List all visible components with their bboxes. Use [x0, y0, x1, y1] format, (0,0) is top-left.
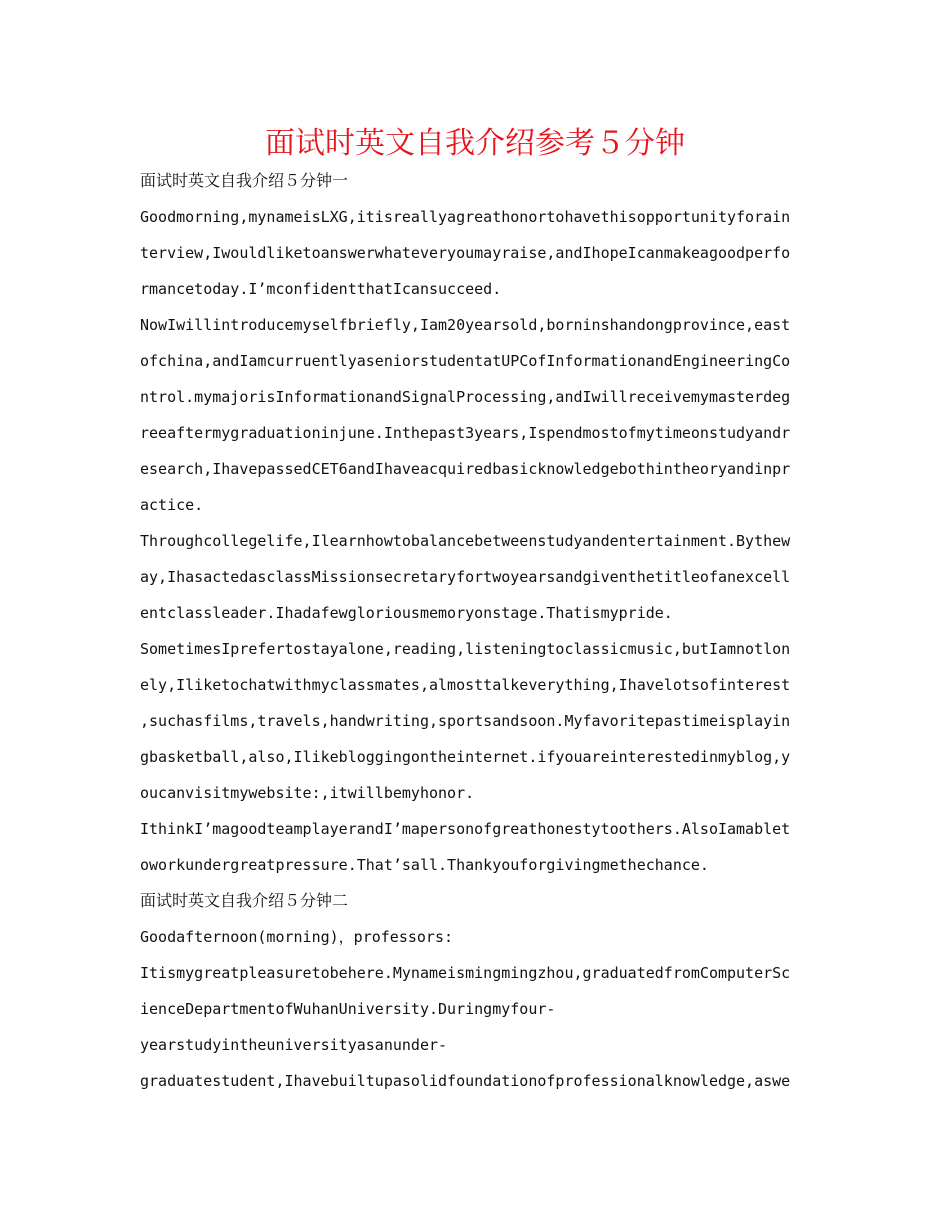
paragraph-line: ay,IhasactedasclassMissionsecretaryfortwoyearsandgiventhetitleofanexcell [140, 568, 791, 586]
paragraph-line: ofchina,andIamcurruentlyaseniorstudentatUPCofInformationandEngineeringCo [140, 352, 791, 370]
paragraph-line: yearstudyintheuniversityasanunder- [140, 1036, 448, 1054]
paragraph-line: entclassleader.Ihadafewgloriousmemoryonstage.Thatismypride. [140, 604, 673, 622]
paragraph-line: graduatestudent,Ihavebuiltupasolidfoundationofprofessionalknowledge,aswe [140, 1072, 791, 1090]
paragraph-line: oucanvisitmywebsite:,itwillbemyhonor. [140, 784, 475, 802]
paragraph-line: Goodafternoon(morning)，professors: [140, 928, 454, 946]
paragraph-line: ienceDepartmentofWuhanUniversity.Duringmyfour- [140, 1000, 556, 1018]
paragraph-line: terview,Iwouldliketoanswerwhateveryoumayraise,andIhopeIcanmakeagoodperfo [140, 244, 791, 262]
paragraph-line: SometimesIprefertostayalone,reading,listeningtoclassicmusic,butIamnotlon [140, 640, 791, 658]
paragraph-line: IthinkI’magoodteamplayerandI’mapersonofgreathonestytoothers.AlsoIamablet [140, 820, 791, 838]
document-title: 面试时英文自我介绍参考５分钟 [265, 126, 685, 161]
paragraph-line: Throughcollegelife,Ilearnhowtobalancebetweenstudyandentertainment.Bythew [140, 532, 791, 550]
paragraph-line: gbasketball,also,Ilikebloggingontheinternet.ifyouareinterestedinmyblog,y [140, 748, 791, 766]
paragraph-line: actice. [140, 496, 204, 514]
document-body [140, 163, 812, 1099]
paragraph-line: ely,Iliketochatwithmyclassmates,almosttalkeverything,Ihavelotsofinterest [140, 676, 791, 694]
paragraph-line: ,suchasfilms,travels,handwriting,sportsandsoon.Myfavoritepastimeisplayin [140, 712, 791, 730]
paragraph-line: reeaftermygraduationinjune.Inthepast3years,Ispendmostofmytimeonstudyandr [140, 424, 791, 442]
paragraph-line: rmancetoday.I’mconfidentthatIcansucceed. [140, 280, 502, 298]
section-heading-1: 面试时英文自我介绍５分钟一 [140, 171, 349, 190]
paragraph-line: Itismygreatpleasuretobehere.Mynameismingmingzhou,graduatedfromComputerSc [140, 964, 791, 982]
paragraph-line: ntrol.mymajorisInformationandSignalProcessing,andIwillreceivemymasterdeg [140, 388, 791, 406]
paragraph-line: Goodmorning,mynameisLXG,itisreallyagreathonortohavethisopportunityforain [140, 208, 791, 226]
paragraph-line: NowIwillintroducemyselfbriefly,Iam20yearsold,borninshandongprovince,east [140, 316, 791, 334]
paragraph-line: oworkundergreatpressure.That’sall.Thankyouforgivingmethechance. [140, 856, 709, 874]
section-heading-2: 面试时英文自我介绍５分钟二 [140, 891, 349, 910]
paragraph-line: esearch,IhavepassedCET6andIhaveacquiredbasicknowledgebothintheoryandinpr [140, 460, 791, 478]
